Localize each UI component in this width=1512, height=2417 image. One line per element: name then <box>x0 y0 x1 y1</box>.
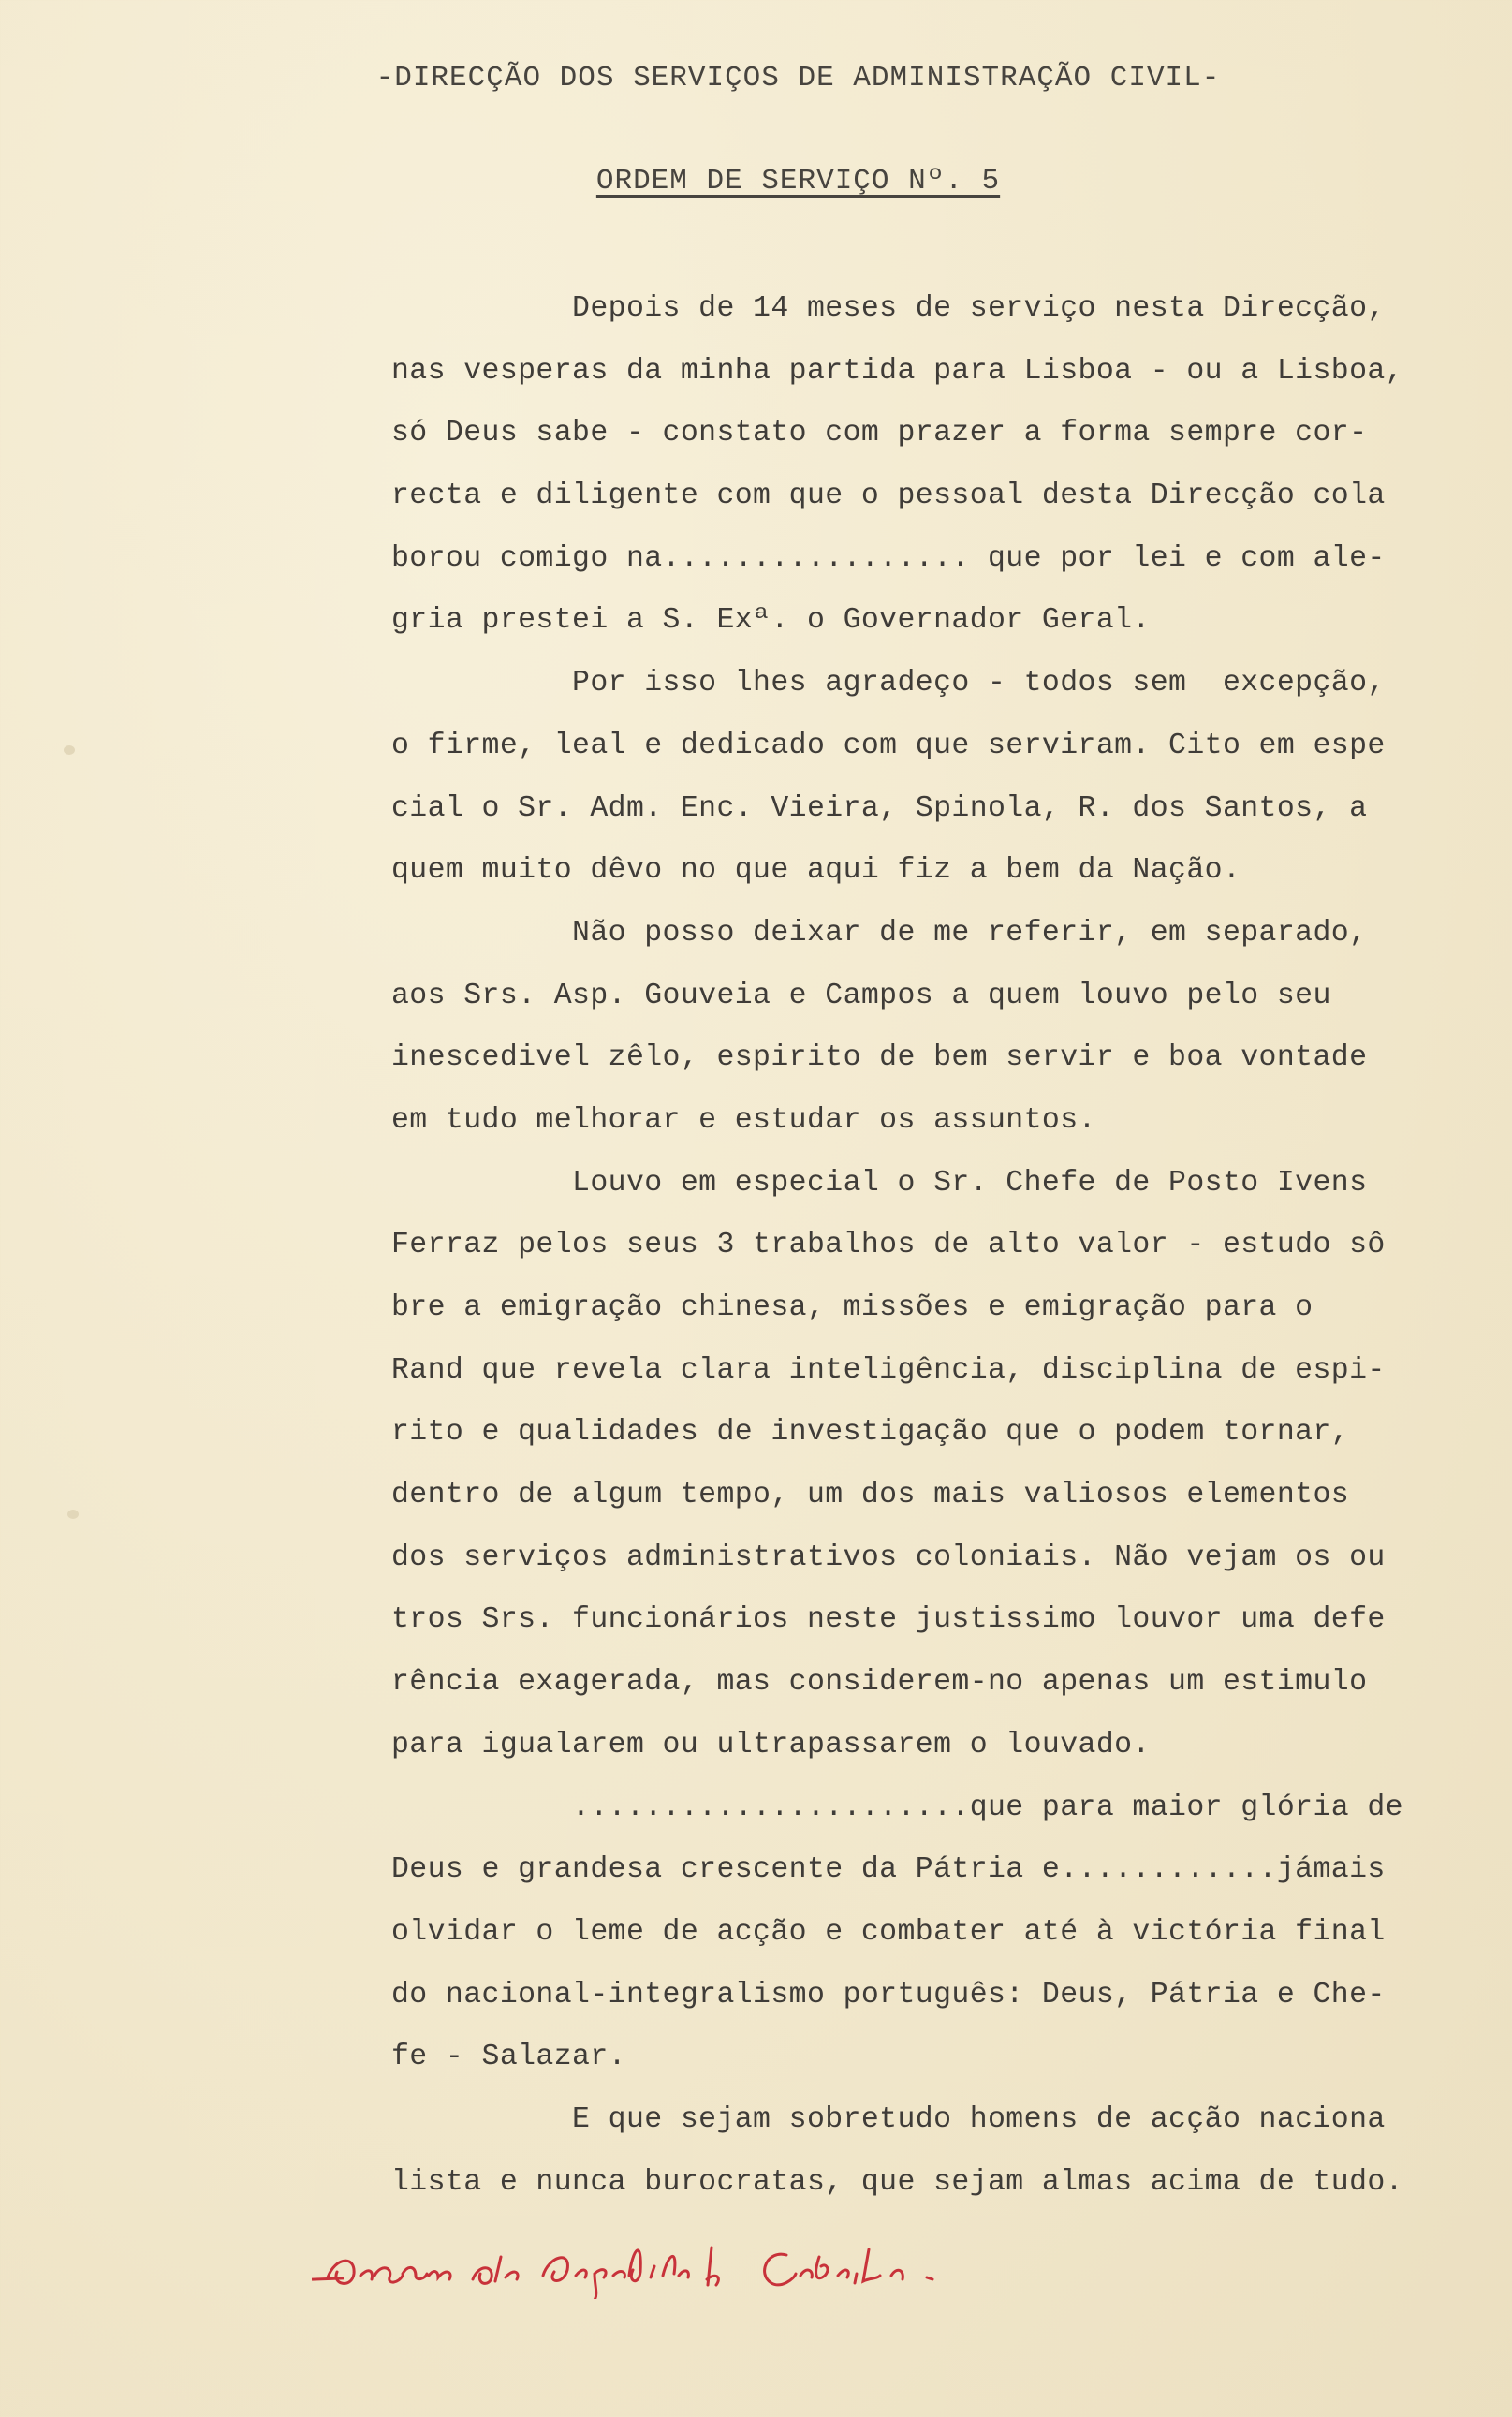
document-subheader: ORDEM DE SERVIÇO Nº. 5 <box>595 165 1001 198</box>
body-line: Não posso deixar de me referir, em separado, <box>391 916 1368 950</box>
body-line: Deus e grandesa crescente da Pátria e............jámais <box>391 1853 1386 1887</box>
body-line: Louvo em especial o Sr. Chefe de Posto Ivens <box>391 1166 1368 1200</box>
body-line: Ferraz pelos seus 3 trabalhos de alto valor - estudo sô <box>391 1229 1386 1262</box>
punch-mark <box>67 1510 79 1519</box>
body-line: Depois de 14 meses de serviço nesta Direcção, <box>391 292 1386 325</box>
body-line: bre a emigração chinesa, missões e emigração para o <box>391 1291 1314 1324</box>
body-line: inescedivel zêlo, espirito de bem servir e boa vontade <box>391 1041 1368 1075</box>
body-line: Por isso lhes agradeço - todos sem excepção, <box>391 667 1386 700</box>
body-line: nas vesperas da minha partida para Lisboa - ou a Lisboa, <box>391 354 1403 388</box>
body-line: do nacional-integralismo português: Deus, Pátria e Che- <box>391 1978 1386 2012</box>
document-body <box>391 285 1435 2220</box>
body-line: tros Srs. funcionários neste justissimo louvor uma defe <box>391 1603 1386 1637</box>
body-line: borou comigo na................. que por lei e com ale- <box>391 541 1386 575</box>
body-line: ......................que para maior glória de <box>391 1791 1403 1824</box>
body-line: fe - Salazar. <box>391 2041 626 2074</box>
punch-mark <box>64 745 75 755</box>
body-line: dentro de algum tempo, um dos mais valiosos elementos <box>391 1479 1350 1512</box>
body-line: Rand que revela clara inteligência, disciplina de espi- <box>391 1353 1386 1387</box>
body-line: quem muito dêvo no que aqui fiz a bem da Nação. <box>391 854 1241 888</box>
handwritten-note-text: Ordem de despedida do Cabrita. <box>309 2292 344 2295</box>
document-header: -DIRECÇÃO DOS SERVIÇOS DE ADMINISTRAÇÃO CIVIL- <box>375 62 1221 95</box>
body-line: dos serviços administrativos coloniais. Não vejam os ou <box>391 1540 1386 1574</box>
body-line: o firme, leal e dedicado com que serviram. Cito em espe <box>391 729 1386 762</box>
body-line: em tudo melhorar e estudar os assuntos. <box>391 1103 1096 1137</box>
body-line: lista e nunca burocratas, que sejam almas acima de tudo. <box>391 2165 1403 2199</box>
body-line: olvidar o leme de acção e combater até à victória final <box>391 1915 1386 1949</box>
body-line: cial o Sr. Adm. Enc. Vieira, Spinola, R. dos Santos, a <box>391 791 1368 825</box>
body-line: E que sejam sobretudo homens de acção naciona <box>391 2102 1386 2136</box>
body-line: rência exagerada, mas considerem-no apenas um estimulo <box>391 1666 1368 1700</box>
body-line: só Deus sabe - constato com prazer a forma sempre cor- <box>391 417 1368 450</box>
handwritten-note-signature <box>309 2229 1133 2299</box>
body-line: para igualarem ou ultrapassarem o louvado. <box>391 1728 1151 1761</box>
body-line: recta e diligente com que o pessoal desta Direcção cola <box>391 479 1386 513</box>
body-line: rito e qualidades de investigação que o podem tornar, <box>391 1416 1350 1450</box>
body-line: gria prestei a S. Exª. o Governador Geral. <box>391 604 1151 638</box>
body-line: aos Srs. Asp. Gouveia e Campos a quem louvo pelo seu <box>391 979 1331 1012</box>
